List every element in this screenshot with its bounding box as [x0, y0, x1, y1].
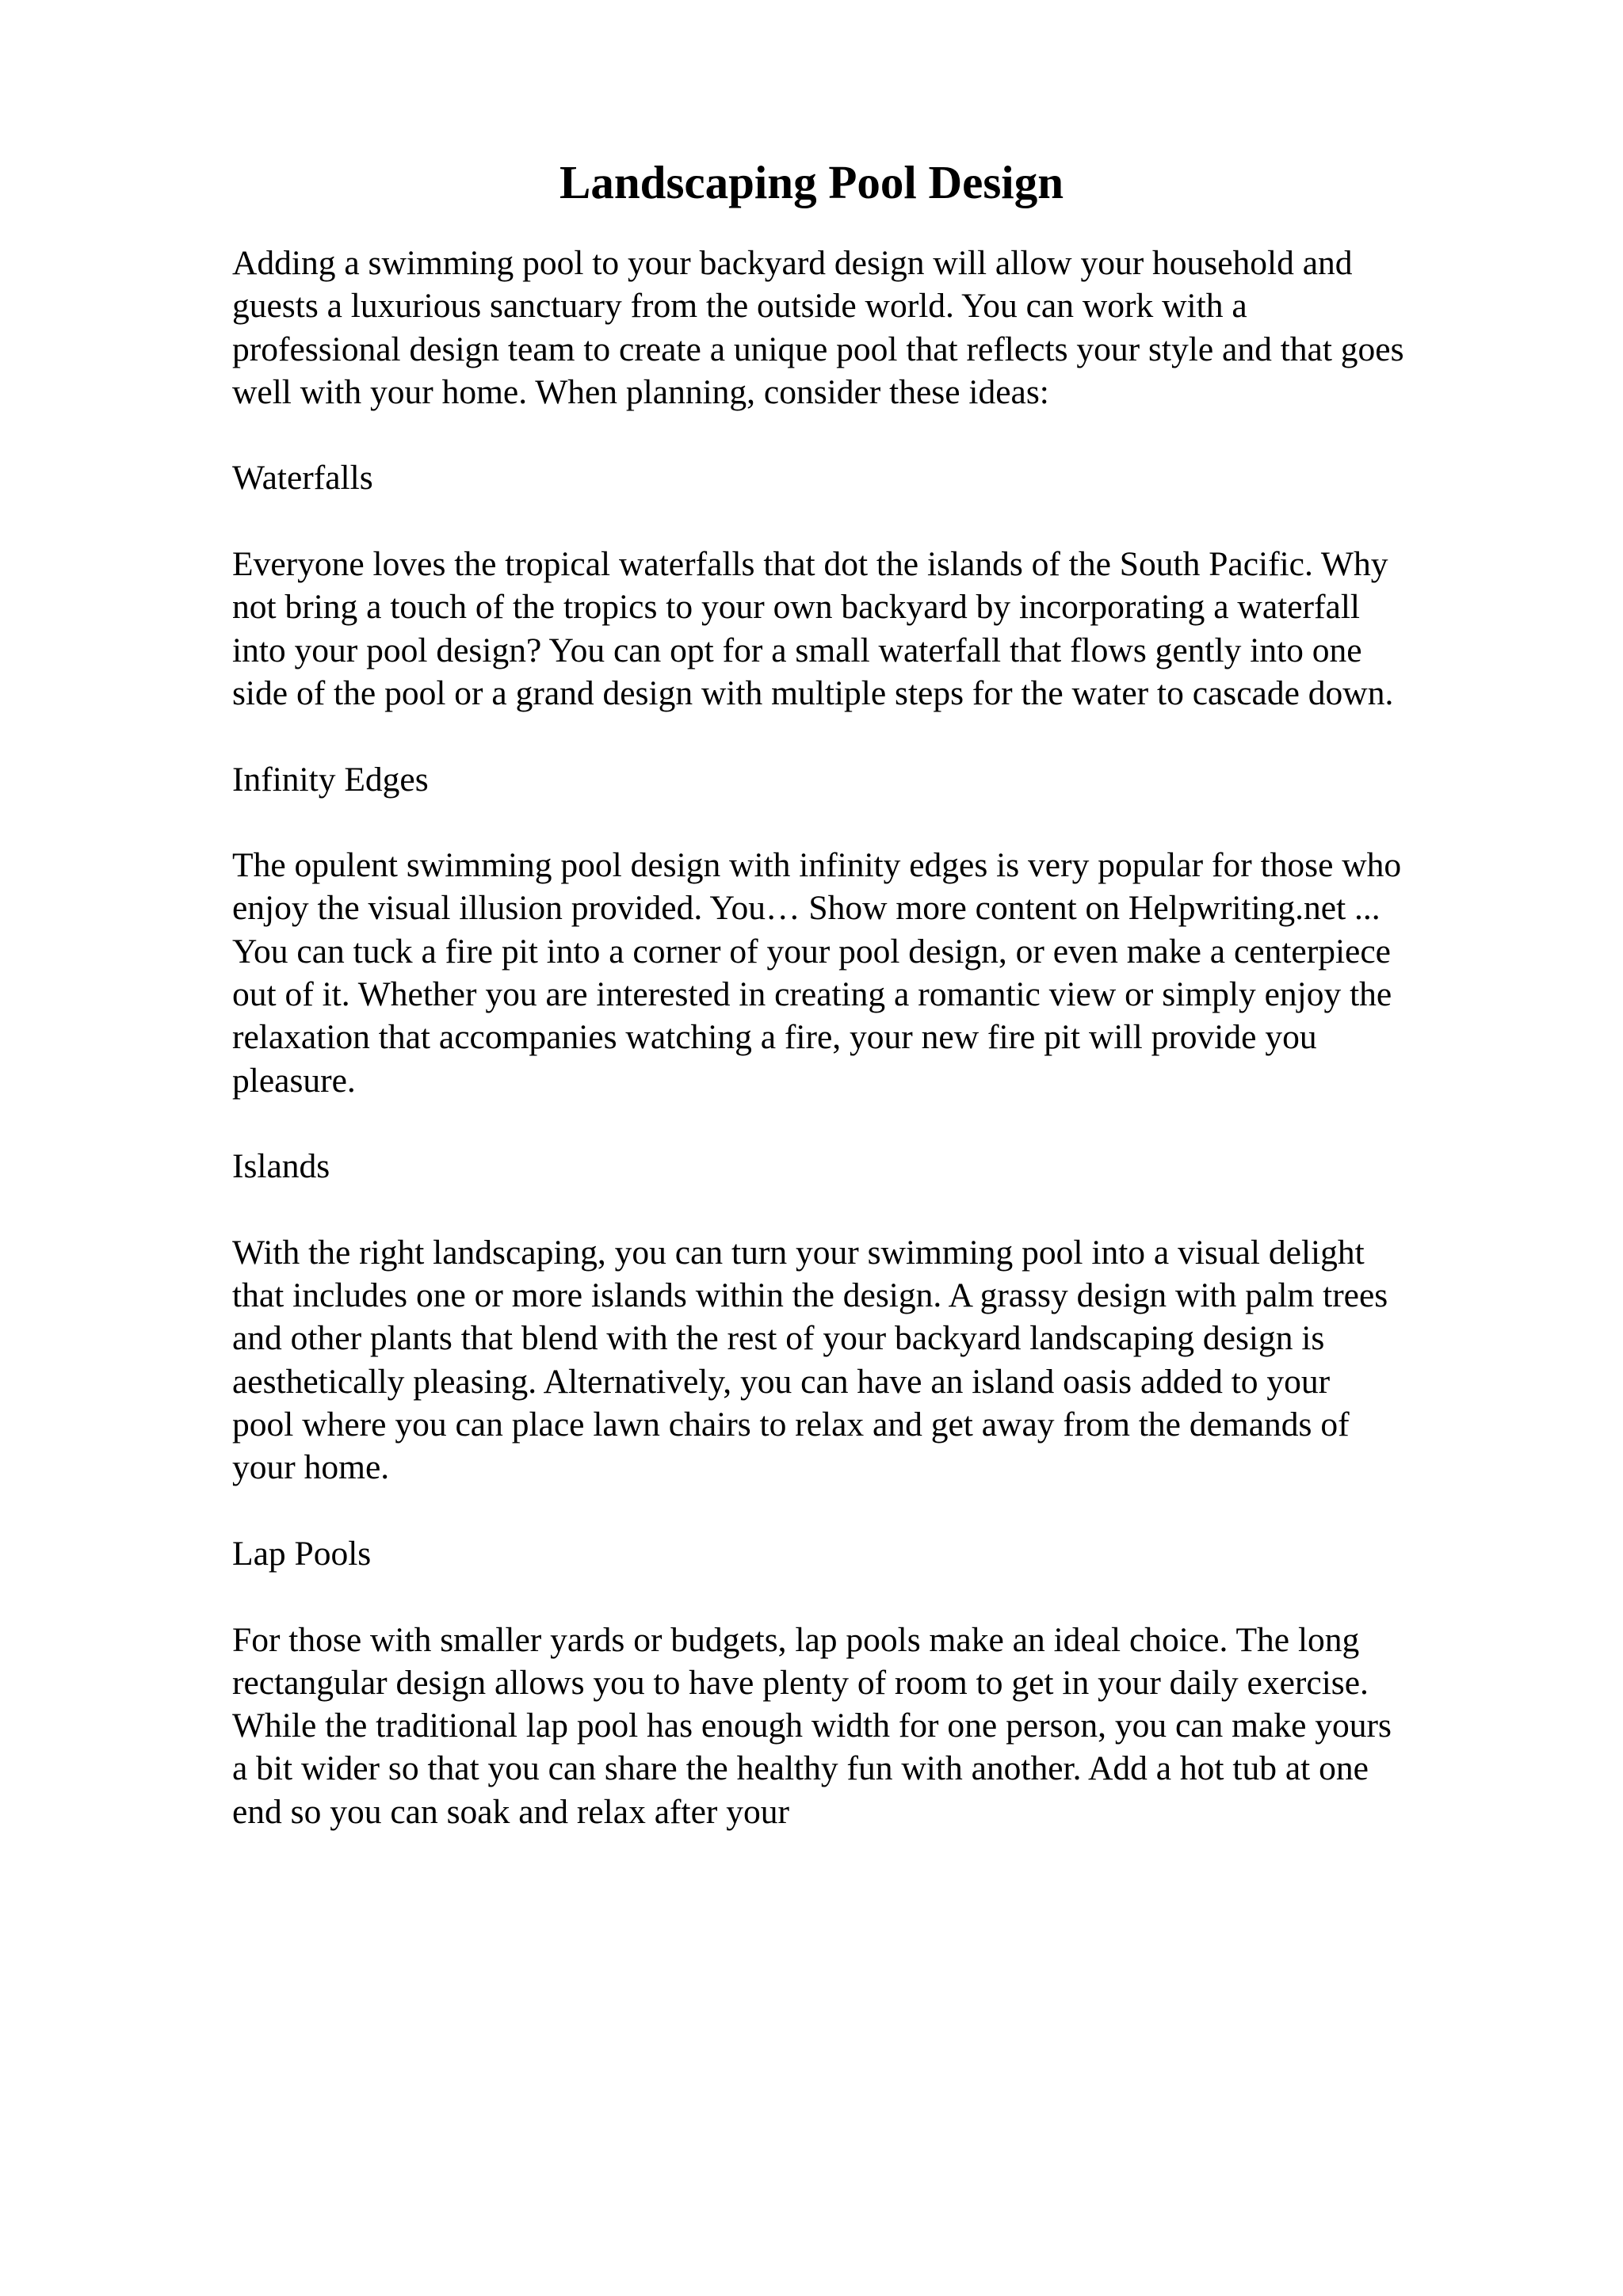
- paragraph-line: pool where you can place lawn chairs to relax and get away from the demands of: [232, 1405, 1350, 1444]
- section-heading: Islands: [232, 1147, 330, 1186]
- paragraph-line: side of the pool or a grand design with multiple steps for the water to cascade down.: [232, 673, 1394, 712]
- section-heading-waterfalls: [232, 456, 1508, 499]
- paragraph-line: aesthetically pleasing. Alternatively, you can have an island oasis added to your: [232, 1362, 1331, 1401]
- paragraph-line: enjoy the visual illusion provided. You… Show more content on Helpwriting.net ...: [232, 889, 1381, 928]
- paragraph-line: that includes one or more islands within the design. A grassy design with palm trees: [232, 1276, 1388, 1315]
- paragraph-line: guests a luxurious sanctuary from the outside world. You can work with a: [232, 287, 1247, 326]
- paragraph-line: out of it. Whether you are interested in creating a romantic view or simply enjoy the: [232, 975, 1392, 1014]
- islands-paragraph: [232, 1231, 1508, 1489]
- paragraph-line: into your pool design? You can opt for a small waterfall that flows gently into one: [232, 631, 1362, 669]
- paragraph-line: With the right landscaping, you can turn your swimming pool into a visual delight: [232, 1233, 1365, 1272]
- paragraph-line: rectangular design allows you to have plenty of room to get in your daily exercise.: [232, 1663, 1369, 1702]
- paragraph-line: The opulent swimming pool design with infinity edges is very popular for those who: [232, 846, 1402, 885]
- paragraph-line: pleasure.: [232, 1061, 356, 1100]
- section-heading-infinity-edges: [232, 758, 1508, 801]
- paragraph-line: For those with smaller yards or budgets, lap pools make an ideal choice. The long: [232, 1620, 1360, 1659]
- infinity-edges-paragraph: [232, 844, 1508, 1102]
- paragraph-line: a bit wider so that you can share the healthy fun with another. Add a hot tub at one: [232, 1749, 1369, 1788]
- paragraph-line: well with your home. When planning, consider these ideas:: [232, 372, 1049, 411]
- intro-paragraph: [232, 242, 1508, 414]
- paragraph-line: your home.: [232, 1448, 390, 1487]
- lap-pools-paragraph: [232, 1619, 1508, 1833]
- paragraph-line: not bring a touch of the tropics to your own backyard by incorporating a waterfall: [232, 588, 1360, 627]
- section-heading-islands: [232, 1145, 1508, 1188]
- document-body: [232, 242, 1508, 1876]
- paragraph-line: and other plants that blend with the rest of your backyard landscaping design is: [232, 1319, 1325, 1358]
- section-heading: Waterfalls: [232, 459, 373, 498]
- paragraph-line: Adding a swimming pool to your backyard design will allow your household and: [232, 244, 1353, 282]
- paragraph-line: Everyone loves the tropical waterfalls that dot the islands of the South Pacific. Why: [232, 545, 1388, 584]
- paragraph-line: end so you can soak and relax after your: [232, 1792, 789, 1831]
- document-title: Landscaping Pool Design: [559, 156, 1064, 208]
- paragraph-line: professional design team to create a unique pool that reflects your style and that goes: [232, 330, 1404, 368]
- paragraph-line: You can tuck a fire pit into a corner of your pool design, or even make a centerpiece: [232, 932, 1391, 971]
- paragraph-line: While the traditional lap pool has enough width for one person, you can make yours: [232, 1707, 1392, 1745]
- section-heading-lap-pools: [232, 1532, 1508, 1575]
- waterfalls-paragraph: [232, 543, 1508, 715]
- section-heading: Infinity Edges: [232, 760, 429, 799]
- paragraph-line: relaxation that accompanies watching a fire, your new fire pit will provide you: [232, 1018, 1317, 1057]
- section-heading: Lap Pools: [232, 1534, 372, 1573]
